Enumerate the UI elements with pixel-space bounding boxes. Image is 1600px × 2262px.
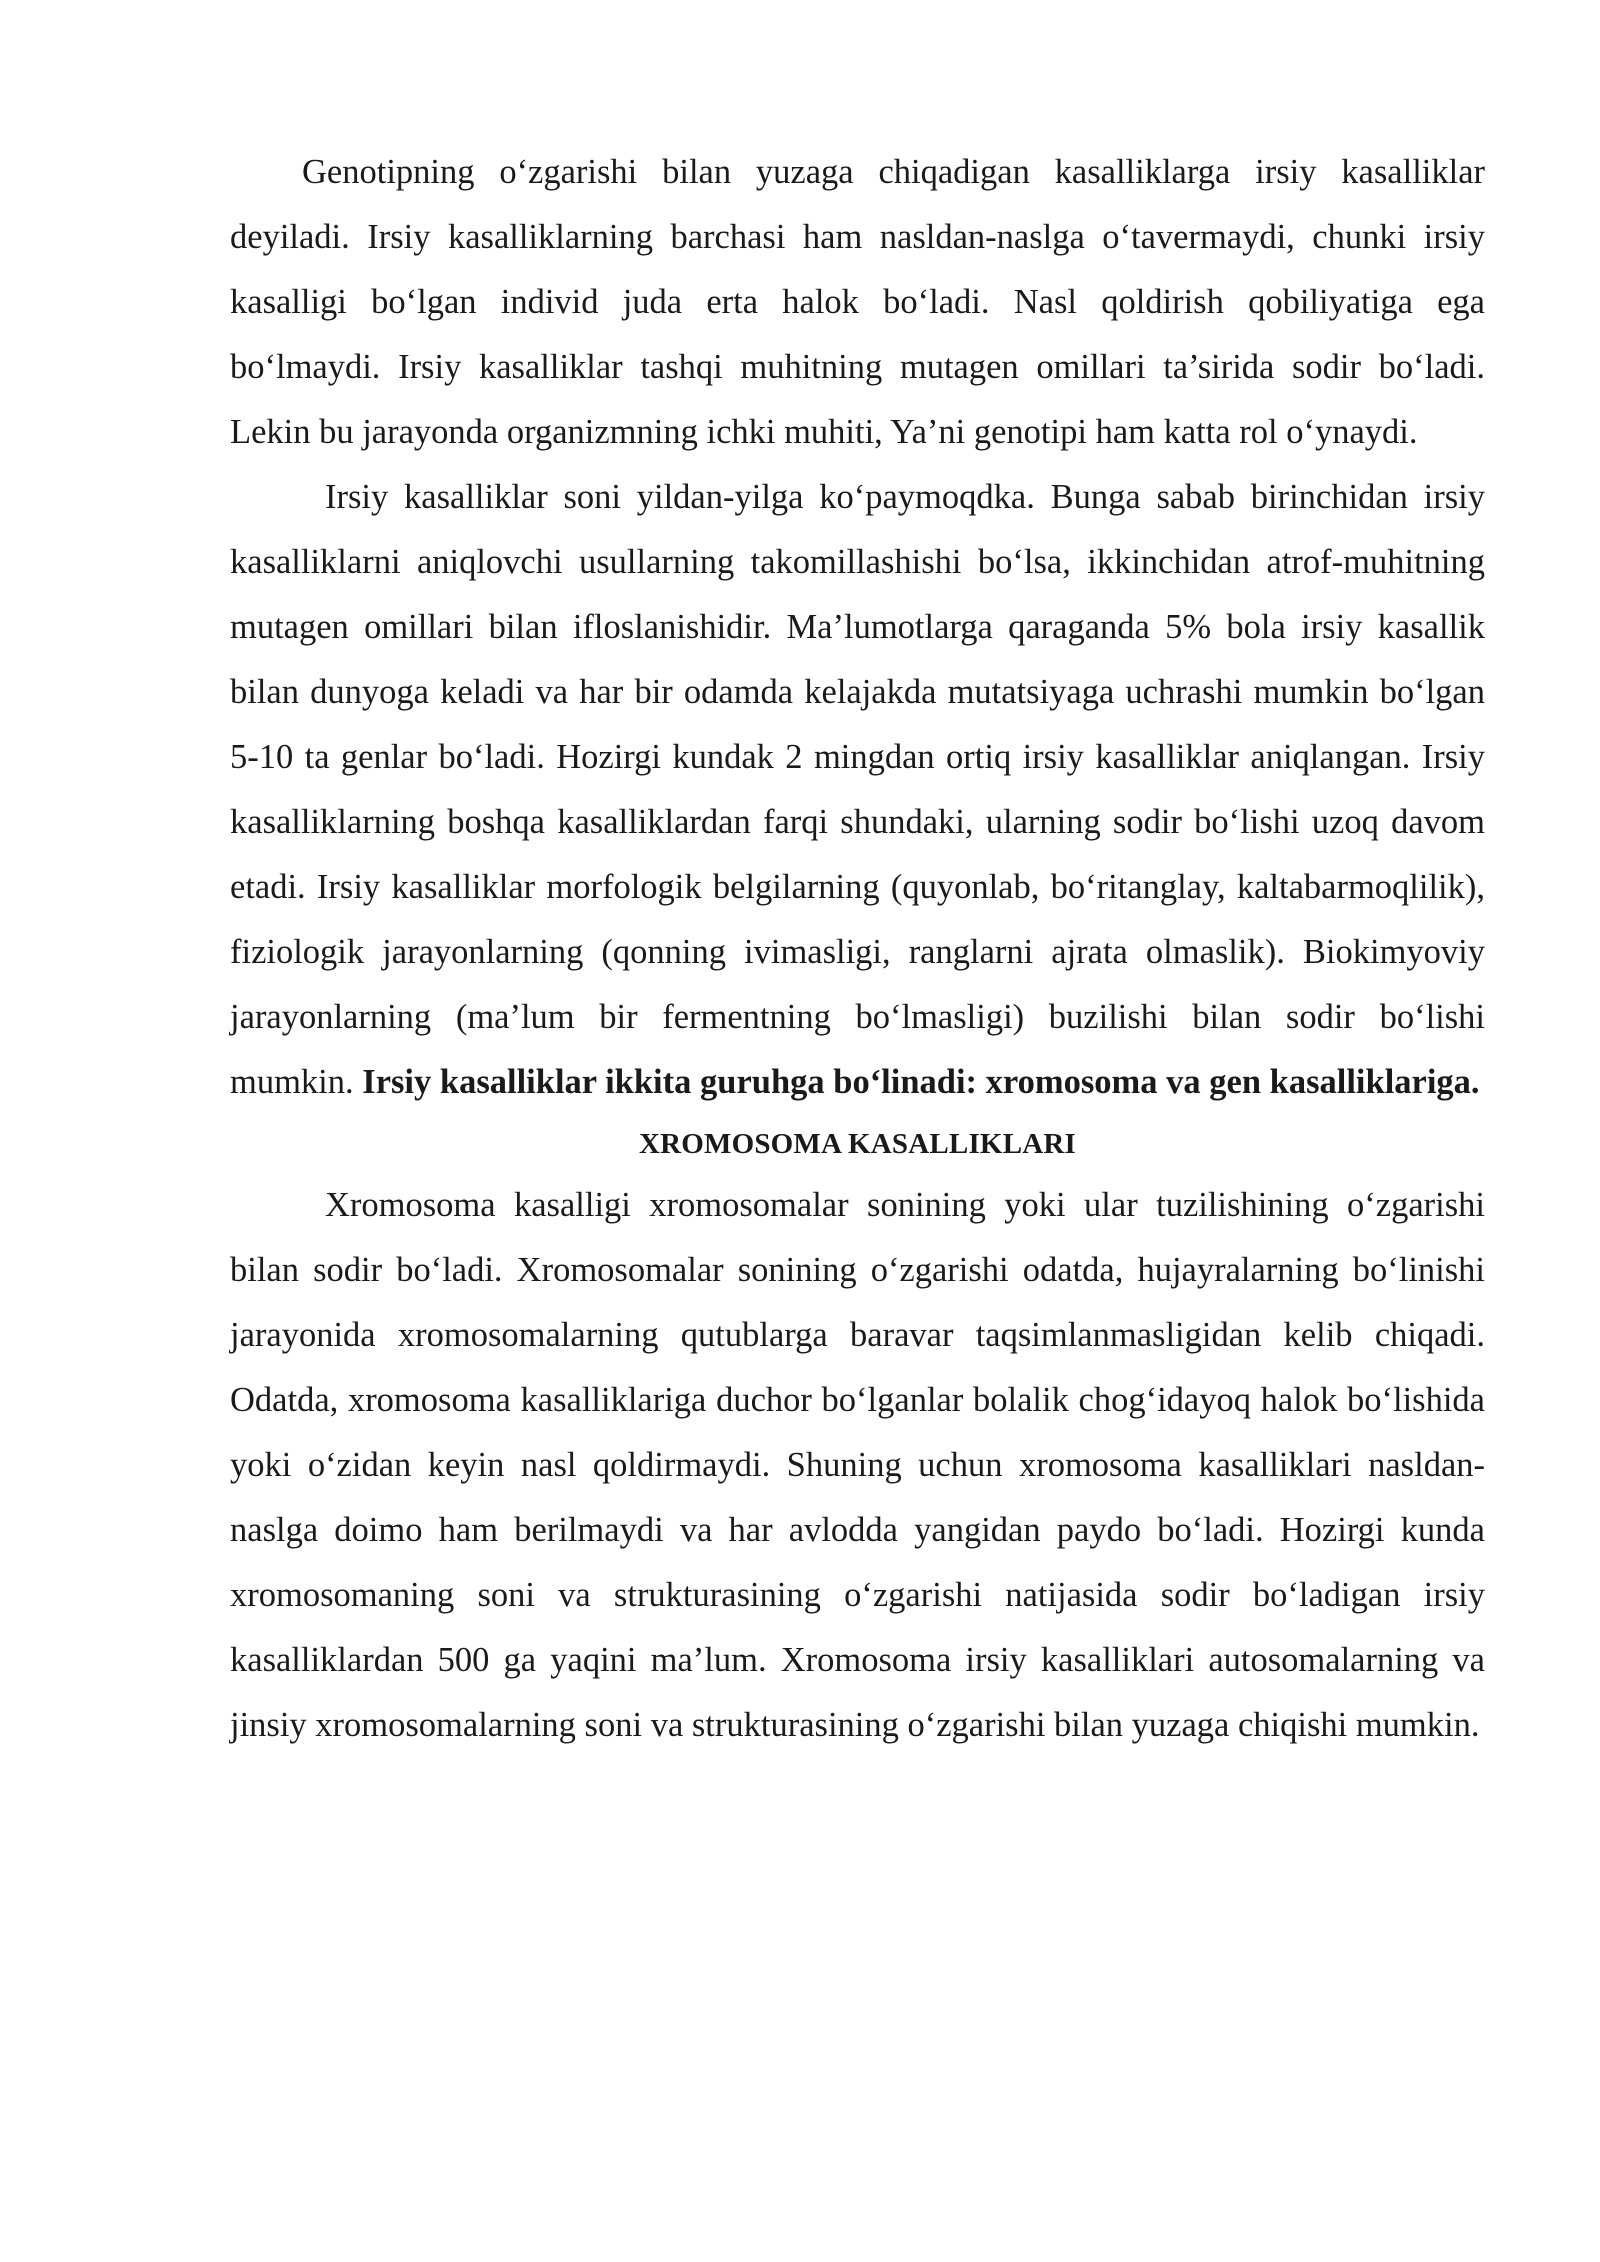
section-heading: XROMOSOMA KASALLIKLARI (638, 1128, 1077, 1160)
paragraph-2-bold-statement: Irsiy kasalliklar ikkita guruhga bo‘linadi: xromosoma va gen kasalliklariga. (362, 1063, 1480, 1101)
paragraph-genotype-diseases (230, 140, 1485, 465)
paragraph-1-text: Genotipning o‘zgarishi bilan yuzaga chiqadigan kasalliklarga irsiy kasalliklar deyiladi. Irsiy kasalliklarning barchasi ham nasldan-naslga o‘tavermaydi, chunki irsiy kasalligi bo‘lgan individ juda erta halok bo‘ladi. Nasl qoldirish qobiliyatiga ega bo‘lmaydi. Irsiy kasalliklar tashqi muhitning mutagen omillari ta’sirida sodir bo‘ladi. Lekin bu jarayonda organizmning ichki muhiti, Ya’ni genotipi ham katta rol o‘ynaydi. (230, 153, 1485, 451)
paragraph-2-text: Irsiy kasalliklar soni yildan-yilga ko‘paymoqdka. Bunga sabab birinchidan irsiy kasalliklarni aniqlovchi usullarning takomillashishi bo‘lsa, ikkinchidan atrof-muhitning mutagen omillari bilan ifloslanishidir. Ma’lumotlarga qaraganda 5% bola irsiy kasallik bilan dunyoga keladi va har bir odamda kelajakda mutatsiyaga uchrashi mumkin bo‘lgan 5-10 ta genlar bo‘ladi. Hozirgi kundak 2 mingdan ortiq irsiy kasalliklar aniqlangan. Irsiy kasalliklarning boshqa kasalliklardan farqi shundaki, ularning sodir bo‘lishi uzoq davom etadi. Irsiy kasalliklar morfologik belgilarning (quyonlab, bo‘ritanglay, kaltabarmoqlilik), fiziologik jarayonlarning (qonning ivimasligi, ranglarni ajrata olmaslik). Biokimyoviy jarayonlarning (ma’lum bir fermentning bo‘lmasligi) buzilishi bilan sodir bo‘lishi mumkin. (230, 478, 1485, 1101)
paragraph-chromosome-diseases (230, 1173, 1485, 1758)
paragraph-disease-growth (230, 465, 1485, 1115)
paragraph-3-text: Xromosoma kasalligi xromosomalar sonining yoki ular tuzilishining o‘zgarishi bilan sodir bo‘ladi. Xromosomalar sonining o‘zgarishi odatda, hujayralarning bo‘linishi jarayonida xromosomalarning qutublarga baravar taqsimlanmasligidan kelib chiqadi. Odatda, xromosoma kasalliklariga duchor bo‘lganlar bolalik chog‘idayoq halok bo‘lishida yoki o‘zidan keyin nasl qoldirmaydi. Shuning uchun xromosoma kasalliklari nasldan-naslga doimo ham berilmaydi va har avlodda yangidan paydo bo‘ladi. Hozirgi kunda xromosomaning soni va strukturasining o‘zgarishi natijasida sodir bo‘ladigan irsiy kasalliklardan 500 ga yaqini ma’lum. Xromosoma irsiy kasalliklari autosomalarning va jinsiy xromosomalarning soni va strukturasining o‘zgarishi bilan yuzaga chiqishi mumkin. (230, 1186, 1485, 1744)
document-page (230, 140, 1485, 1758)
